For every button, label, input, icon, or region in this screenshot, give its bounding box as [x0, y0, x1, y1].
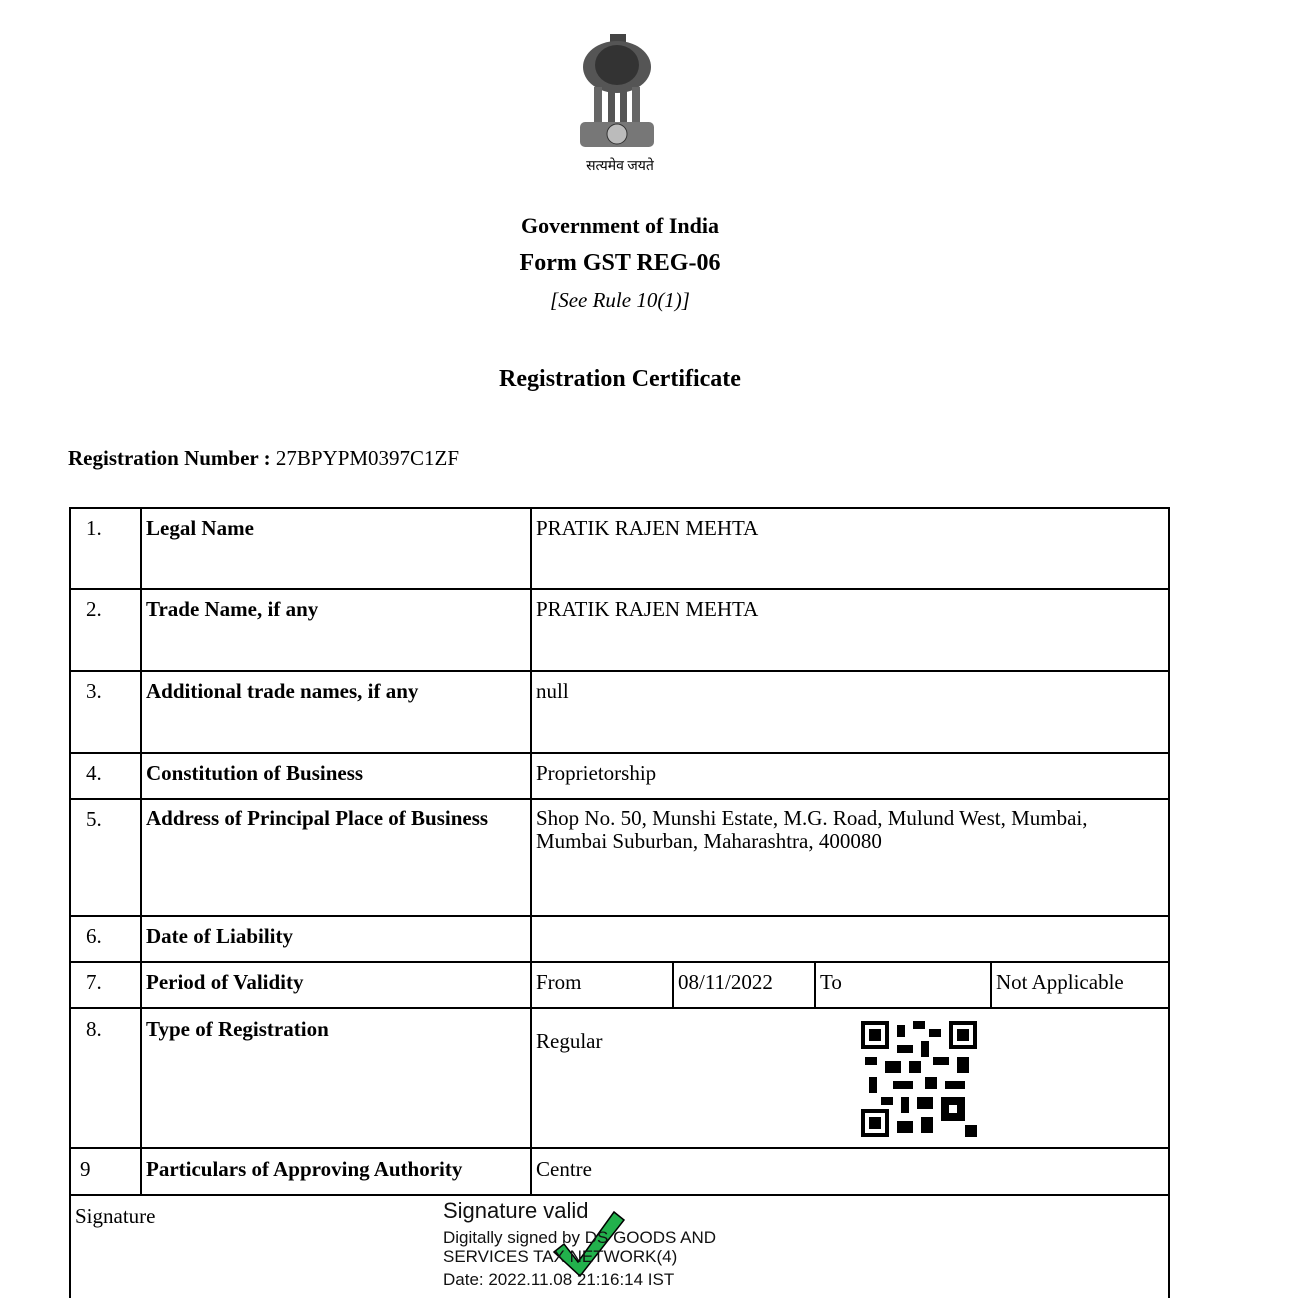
row-number: 8.	[86, 1017, 102, 1041]
signed-by: Digitally signed by DS GOODS AND SERVICES TAX NETWORK(4)	[443, 1228, 717, 1266]
from-label: From	[536, 970, 582, 994]
row-value: Regular	[536, 1029, 603, 1053]
row-number: 6.	[86, 924, 102, 948]
government-heading: Government of India	[521, 213, 719, 238]
row-number: 3.	[86, 679, 102, 703]
signature-status: Signature valid	[443, 1198, 589, 1223]
to-label: To	[820, 970, 842, 994]
row-number: 9	[80, 1157, 91, 1181]
registration-number	[68, 446, 459, 471]
row-number: 5.	[86, 807, 102, 831]
from-date: 08/11/2022	[678, 970, 773, 994]
row-value: PRATIK RAJEN MEHTA	[536, 597, 759, 621]
row-label: Legal Name	[146, 516, 254, 540]
row-value: null	[536, 679, 569, 703]
rule-reference: [See Rule 10(1)]	[550, 288, 690, 312]
form-title: Form GST REG-06	[519, 250, 721, 276]
registration-label: Registration Number :	[68, 446, 271, 470]
row-label: Period of Validity	[146, 970, 304, 994]
row-number: 4.	[86, 761, 102, 785]
row-number: 2.	[86, 597, 102, 621]
registration-value: 27BPYPM0397C1ZF	[275, 446, 460, 470]
row-label: Type of Registration	[146, 1017, 329, 1041]
signature-label: Signature	[75, 1204, 156, 1228]
row-value: PRATIK RAJEN MEHTA	[536, 516, 759, 540]
motto: सत्यमेव जयते	[586, 159, 654, 174]
row-value: Proprietorship	[536, 761, 657, 785]
row-label: Address of Principal Place of Business	[146, 806, 489, 830]
row-value: Centre	[536, 1157, 592, 1181]
row-label: Constitution of Business	[146, 761, 364, 785]
row-value: Shop No. 50, Munshi Estate, M.G. Road, Mulund West, Mumbai, Mumbai Suburban, Maharashtra, 400080	[536, 806, 1088, 853]
national-emblem-icon	[572, 32, 662, 152]
to-date: Not Applicable	[996, 970, 1124, 994]
row-label: Trade Name, if any	[146, 597, 319, 621]
signature-date: Date: 2022.11.08 21:16:14 IST	[443, 1270, 675, 1289]
row-label: Particulars of Approving Authority	[146, 1157, 463, 1181]
row-label: Additional trade names, if any	[146, 679, 419, 703]
certificate-title: Registration Certificate	[499, 366, 741, 392]
qr-code-icon	[861, 1021, 977, 1137]
row-number: 7.	[86, 970, 102, 994]
row-label: Date of Liability	[146, 924, 293, 948]
row-number: 1.	[86, 516, 102, 540]
